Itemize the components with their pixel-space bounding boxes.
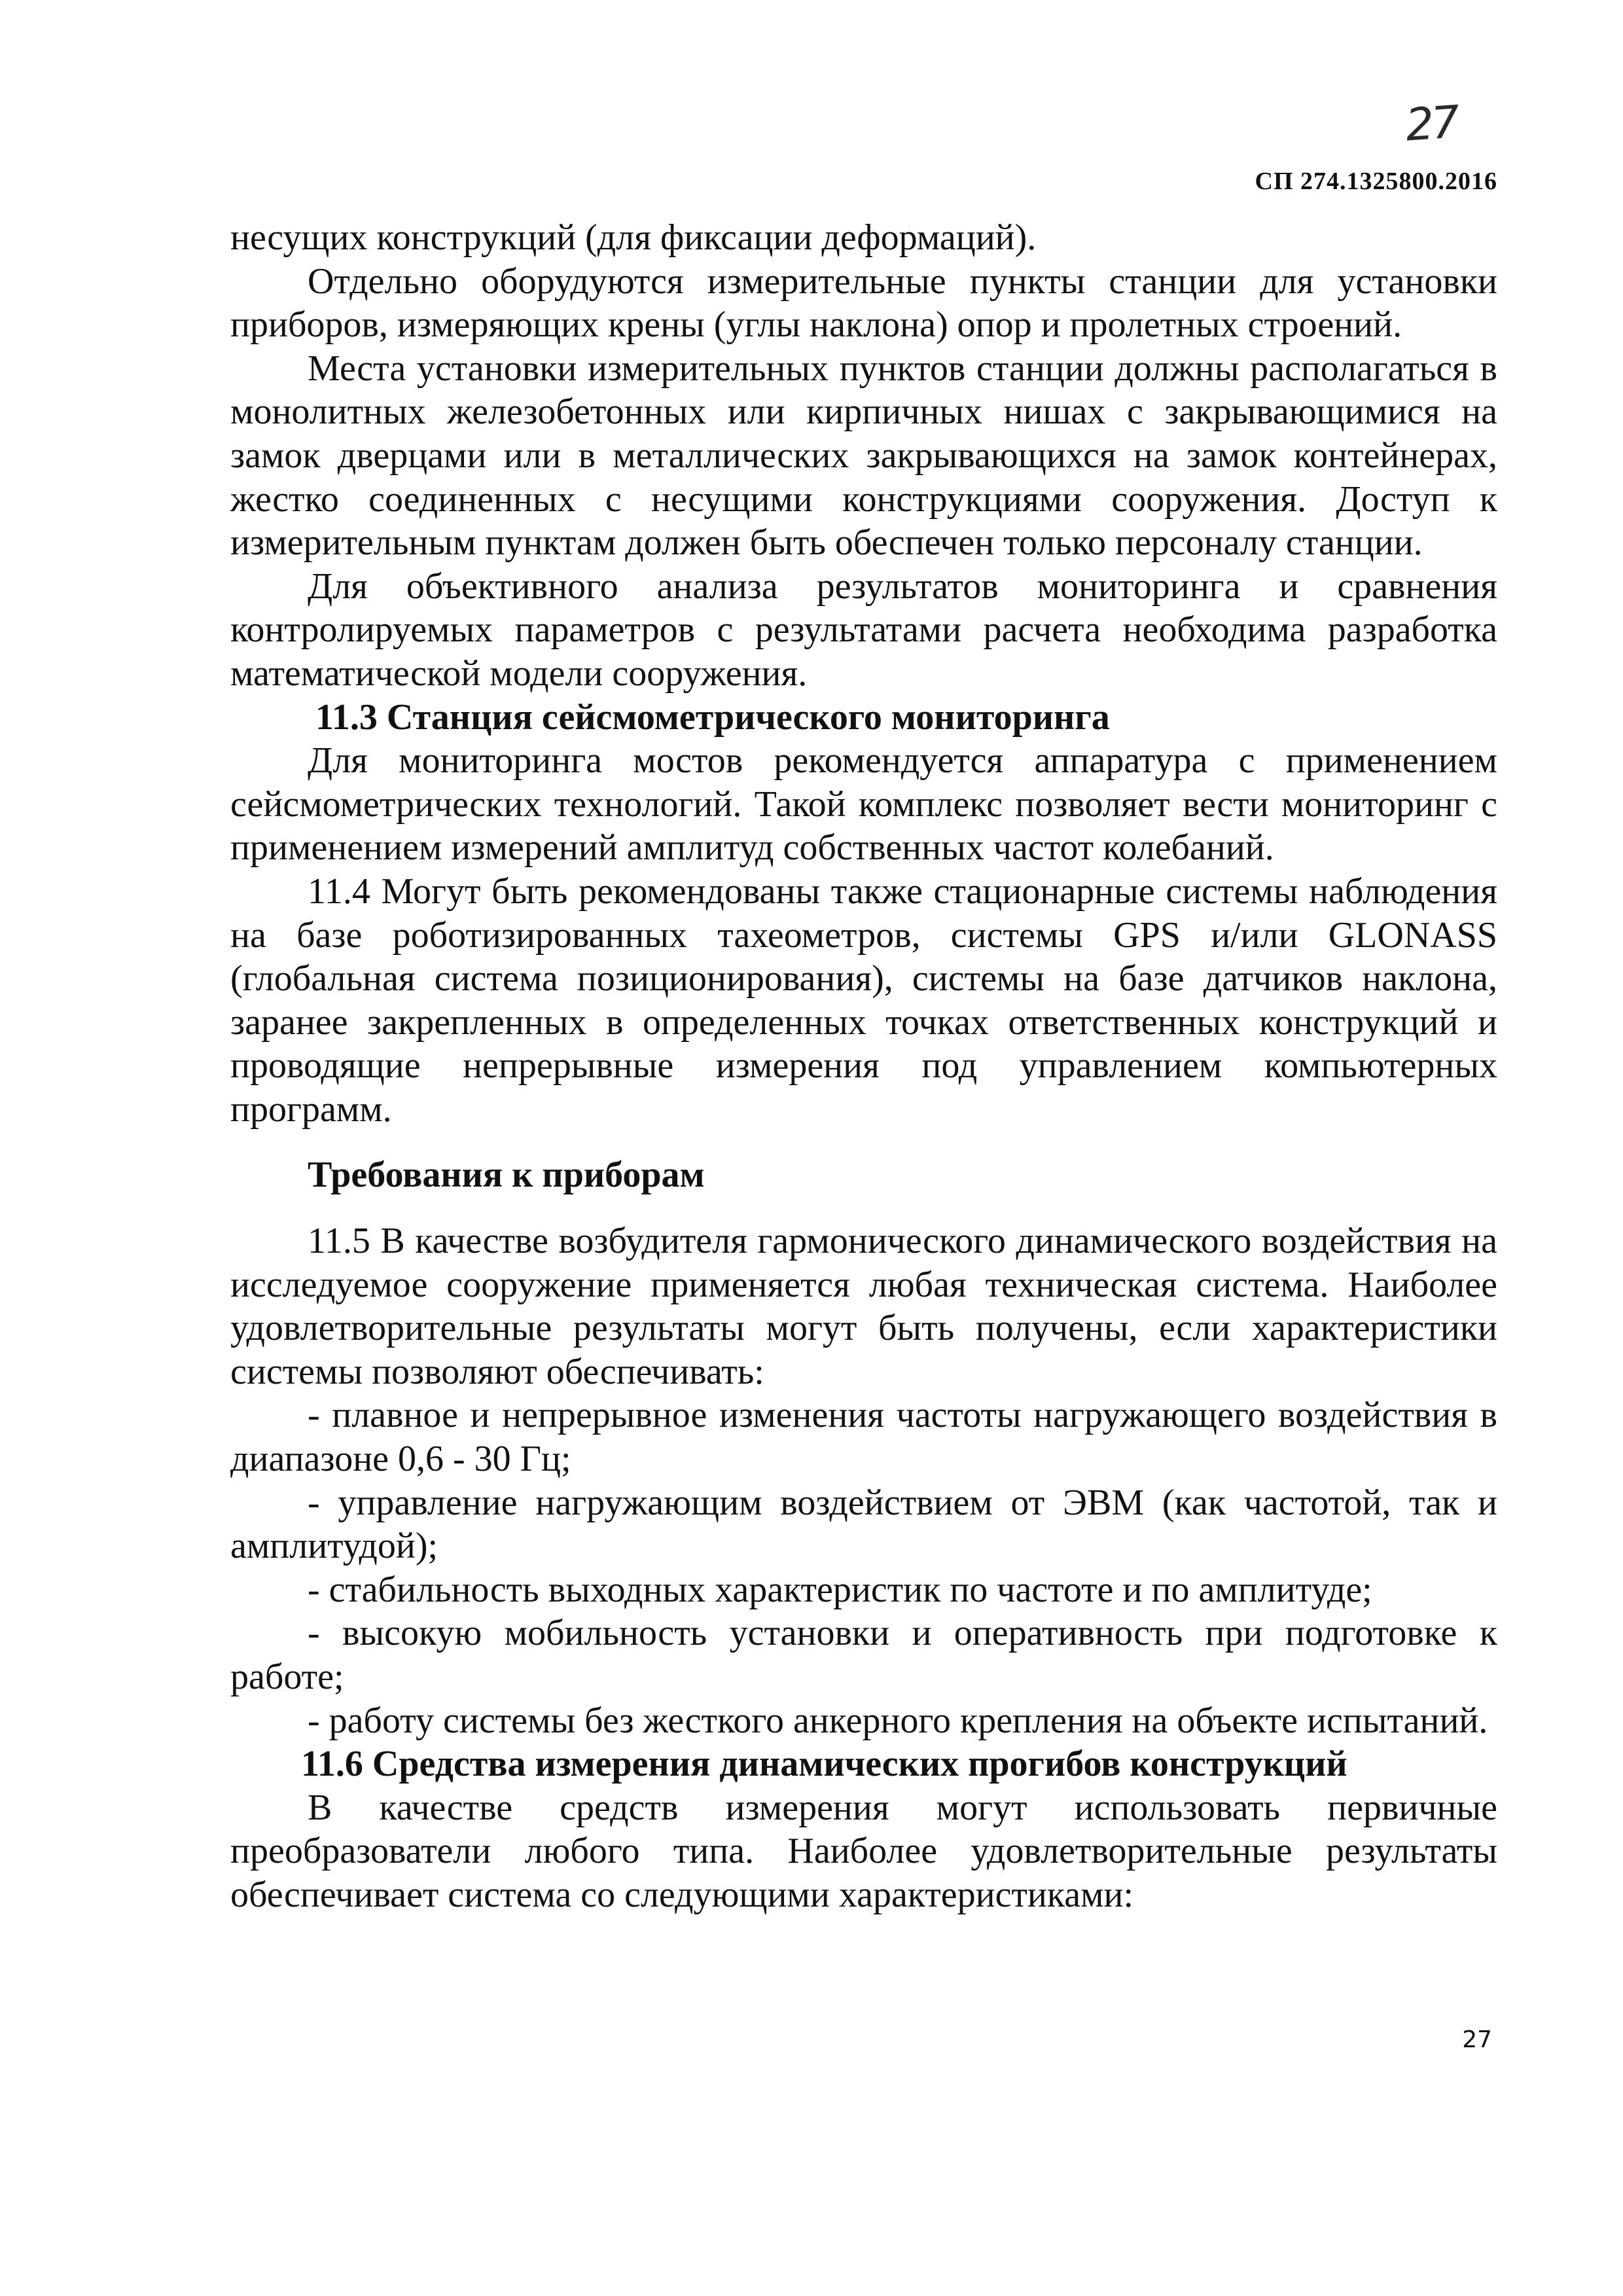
paragraph: Для мониторинга мостов рекомендуется аппаратура с применением сейсмометрических технологий. Такой комплекс позволяет вести мониторинг с применением измерений амплитуд собственных частот колебаний. xyxy=(230,740,1497,869)
handwritten-page-number: 27 xyxy=(1404,96,1459,152)
list-item: - высокую мобильность установки и оперативность при подготовке к работе; xyxy=(230,1613,1497,1697)
list-item: - работу системы без жесткого анкерного крепления на объекте испытаний. xyxy=(308,1700,1488,1741)
paragraph: 11.4 Могут быть рекомендованы также стационарные системы наблюдения на базе роботизированных тахеометров, системы GPS и/или GLONASS (глобальная система позиционирования), системы на базе датчиков наклона, заранее закрепленных в определенных точках ответственных конструкций и проводящие непрерывные измерения под управлением компьютерных программ. xyxy=(230,870,1497,1130)
section-heading-11-3: 11.3 Станция сейсмометрического мониторинга xyxy=(315,696,1110,738)
paragraph: Отдельно оборудуются измерительные пункты станции для установки приборов, измеряющих крены (углы наклона) опор и пролетных строений. xyxy=(230,260,1497,346)
section-heading-11-6: 11.6 Средства измерения динамических прогибов конструкций xyxy=(301,1744,1347,1785)
document-code: СП 274.1325800.2016 xyxy=(1255,168,1497,195)
section-heading-requirements: Требования к приборам xyxy=(308,1155,705,1196)
list-item: - плавное и непрерывное изменения частоты нагружающего воздействия в диапазоне 0,6 - 30 Гц; xyxy=(230,1395,1497,1480)
list-item: - стабильность выходных характеристик по частоте и по амплитуде; xyxy=(308,1569,1372,1610)
page-number: 27 xyxy=(1462,2026,1492,2053)
paragraph: В качестве средств измерения могут использовать первичные преобразователи любого типа. Наиболее удовлетворительные результаты обеспечивает система со следующими характеристиками: xyxy=(230,1787,1497,1915)
paragraph: несущих конструкций (для фиксации деформаций). xyxy=(230,217,1037,258)
paragraph: 11.5 В качестве возбудителя гармонического динамического воздействия на исследуемое сооружение применяется любая техническая система. Наиболее удовлетворительные результаты могут быть получены, если характеристики системы позволяют обеспечивать: xyxy=(230,1221,1497,1392)
paragraph: Для объективного анализа результатов мониторинга и сравнения контролируемых параметров с результатами расчета необходима разработка математической модели сооружения. xyxy=(230,565,1497,694)
paragraph: Места установки измерительных пунктов станции должны располагаться в монолитных железобетонных или кирпичных нишах с закрывающимися на замок дверцами или в металлических закрывающихся на замок контейнерах, жестко соединенных с несущими конструкциями сооружения. Доступ к измерительным пунктам должен быть обеспечен только персоналу станции. xyxy=(230,348,1497,564)
document-body xyxy=(230,216,1497,1917)
list-item: - управление нагружающим воздействием от ЭВМ (как частотой, так и амплитудой); xyxy=(230,1482,1497,1567)
